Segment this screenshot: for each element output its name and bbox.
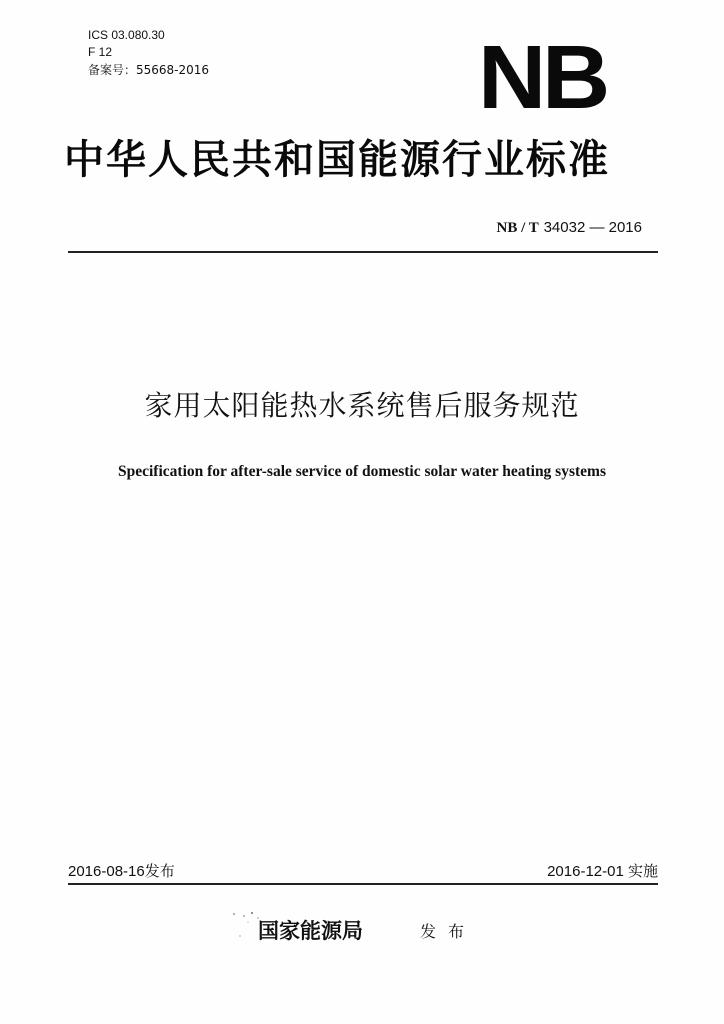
standard-number <box>497 216 642 239</box>
standard-prefix: NB / T <box>496 220 539 236</box>
issue-date: 2016-08-16发布 <box>68 863 175 880</box>
standard-number-value: 34032 — 2016 <box>543 219 642 236</box>
bottom-divider <box>68 883 658 885</box>
document-title-en: Specification for after-sale service of domestic solar water heating systems <box>118 463 606 480</box>
publish-label: 发布 <box>420 922 477 941</box>
classification-code: F 12 <box>88 45 113 59</box>
implementation-date: 2016-12-01 实施 <box>547 863 658 880</box>
nb-logo: NB <box>478 28 607 128</box>
top-divider <box>68 251 658 253</box>
document-title-cn: 家用太阳能热水系统售后服务规范 <box>144 389 580 422</box>
record-number: 备案号：55668-2016 <box>88 63 210 77</box>
publisher-name: 国家能源局 <box>258 918 363 943</box>
standard-category-title: 中华人民共和国能源行业标准 <box>64 136 610 183</box>
ics-code: ICS 03.080.30 <box>88 28 165 42</box>
